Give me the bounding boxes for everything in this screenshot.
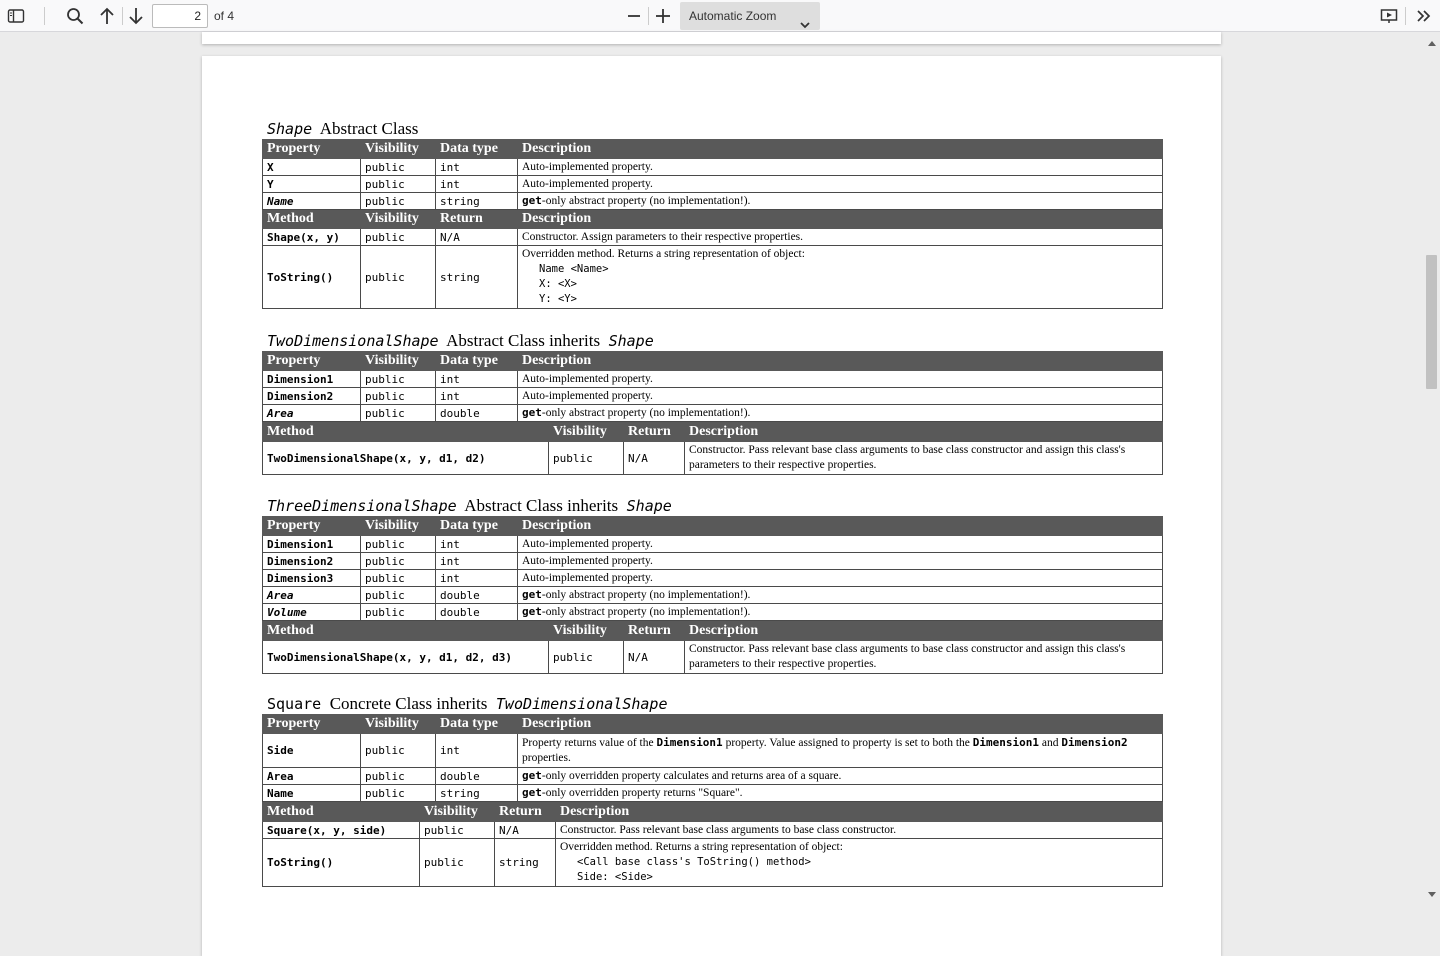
- two-dimensional-shape-section: [262, 330, 1163, 475]
- keyword: Dimension2: [1061, 736, 1128, 749]
- section-title: [262, 118, 1163, 139]
- property-name: Area: [263, 405, 361, 422]
- header-cell: Method: [263, 803, 420, 822]
- visibility-cell: public: [361, 785, 436, 802]
- description-cell: Auto-implemented property.: [518, 176, 1163, 193]
- scroll-down-icon[interactable]: [1427, 886, 1437, 896]
- code-line: Y: <Y>: [539, 293, 577, 305]
- type-cell: double: [436, 405, 518, 422]
- table-row: [263, 768, 1163, 785]
- header-cell: Property: [263, 352, 361, 371]
- page-number-input[interactable]: 2: [152, 4, 208, 28]
- header-cell: Visibility: [549, 622, 624, 641]
- description-cell: Auto-implemented property.: [518, 159, 1163, 176]
- description-cell: Constructor. Assign parameters to their respective properties.: [518, 229, 1163, 246]
- table-row: [263, 734, 1163, 768]
- description-cell: Auto-implemented property.: [518, 388, 1163, 405]
- presentation-mode-icon[interactable]: [1377, 4, 1401, 28]
- property-header-row: [263, 352, 1163, 371]
- table-row: [263, 246, 1163, 309]
- table-row: [263, 587, 1163, 604]
- visibility-cell: public: [361, 604, 436, 621]
- keyword: get: [522, 786, 542, 799]
- class-name: TwoDimensionalShape: [267, 332, 439, 350]
- property-header-row: [263, 517, 1163, 536]
- parent-class-name: Shape: [608, 332, 654, 350]
- pdf-toolbar: [0, 0, 1440, 32]
- property-name: Dimension2: [263, 553, 361, 570]
- zoom-select[interactable]: [680, 2, 820, 30]
- vertical-scrollbar[interactable]: [1424, 32, 1440, 900]
- property-name: Name: [263, 193, 361, 210]
- header-cell: Property: [263, 517, 361, 536]
- description-cell: [518, 193, 1163, 210]
- description-text: -only overridden property returns "Square".: [541, 787, 743, 799]
- visibility-cell: public: [361, 388, 436, 405]
- type-cell: string: [436, 193, 518, 210]
- description-text: -only abstract property (no implementation!).: [541, 407, 751, 419]
- property-name: Dimension3: [263, 570, 361, 587]
- previous-page-edge: [202, 32, 1221, 44]
- property-name: X: [263, 159, 361, 176]
- zoom-in-icon[interactable]: [651, 4, 675, 28]
- header-cell: Return: [624, 423, 685, 442]
- two-dimensional-methods-table: [262, 422, 1163, 475]
- header-cell: Data type: [436, 715, 518, 734]
- return-cell: N/A: [624, 641, 685, 674]
- description-cell: Auto-implemented property.: [518, 371, 1163, 388]
- description-cell: Constructor. Pass relevant base class arguments to base class constructor and assign this class's parameters to their respective properties.: [685, 442, 1163, 475]
- previous-page-icon[interactable]: [95, 4, 119, 28]
- method-header-row: [263, 210, 1163, 229]
- class-kind: Abstract Class inherits: [446, 331, 601, 350]
- return-cell: N/A: [624, 442, 685, 475]
- type-cell: double: [436, 768, 518, 785]
- header-cell: Visibility: [549, 423, 624, 442]
- shape-class-section: [262, 118, 1163, 309]
- table-row: [263, 405, 1163, 422]
- table-row: [263, 371, 1163, 388]
- visibility-cell: public: [361, 229, 436, 246]
- description-cell: [518, 768, 1163, 785]
- property-header-row: [263, 715, 1163, 734]
- table-row: [263, 641, 1163, 674]
- table-row: [263, 193, 1163, 210]
- keyword: get: [522, 588, 542, 601]
- method-header-row: [263, 803, 1163, 822]
- property-name: Volume: [263, 604, 361, 621]
- class-name: Shape: [267, 120, 313, 138]
- property-header-row: [263, 140, 1163, 159]
- visibility-cell: public: [361, 193, 436, 210]
- keyword: Dimension1: [656, 736, 723, 749]
- method-header-row: [263, 622, 1163, 641]
- header-cell: Return: [624, 622, 685, 641]
- table-row: [263, 553, 1163, 570]
- property-name: Dimension2: [263, 388, 361, 405]
- table-row: [263, 229, 1163, 246]
- property-name: Area: [263, 587, 361, 604]
- visibility-cell: public: [361, 159, 436, 176]
- class-name: ThreeDimensionalShape: [267, 497, 457, 515]
- visibility-cell: public: [420, 822, 495, 839]
- description-text: -only overridden property calculates and returns area of a square.: [541, 770, 842, 782]
- type-cell: int: [436, 388, 518, 405]
- type-cell: int: [436, 536, 518, 553]
- pdf-page: [202, 56, 1221, 956]
- type-cell: double: [436, 604, 518, 621]
- return-cell: string: [495, 839, 556, 887]
- visibility-cell: public: [549, 641, 624, 674]
- class-kind: Abstract Class: [319, 119, 419, 138]
- visibility-cell: public: [361, 553, 436, 570]
- type-cell: int: [436, 553, 518, 570]
- header-cell: Return: [495, 803, 556, 822]
- header-cell: Method: [263, 423, 549, 442]
- two-dimensional-props-table: [262, 351, 1163, 422]
- description-cell: [556, 839, 1163, 887]
- method-name: ToString(): [263, 839, 420, 887]
- return-cell: string: [436, 246, 518, 309]
- header-cell: Description: [556, 803, 1163, 822]
- method-name: ToString(): [263, 246, 361, 309]
- header-cell: Visibility: [361, 210, 436, 229]
- property-name: Dimension1: [263, 536, 361, 553]
- next-page-icon[interactable]: [124, 4, 148, 28]
- description-cell: Constructor. Pass relevant base class arguments to base class constructor and assign this class's parameters to their respective properties.: [685, 641, 1163, 674]
- type-cell: double: [436, 587, 518, 604]
- tools-menu-icon[interactable]: [1412, 4, 1436, 28]
- table-row: [263, 442, 1163, 475]
- visibility-cell: public: [361, 246, 436, 309]
- table-row: [263, 822, 1163, 839]
- page-count-label: of 4: [214, 9, 235, 23]
- class-name: Square: [267, 695, 322, 713]
- description-cell: [518, 734, 1163, 768]
- description-text: -only abstract property (no implementation!).: [541, 606, 751, 618]
- table-row: [263, 159, 1163, 176]
- method-name: Square(x, y, side): [263, 822, 420, 839]
- visibility-cell: public: [361, 587, 436, 604]
- table-row: [263, 388, 1163, 405]
- description-cell: [518, 604, 1163, 621]
- header-cell: Property: [263, 140, 361, 159]
- table-row: [263, 839, 1163, 887]
- property-name: Side: [263, 734, 361, 768]
- search-icon[interactable]: [63, 4, 87, 28]
- parent-class-name: Shape: [626, 497, 672, 515]
- square-class-section: [262, 693, 1163, 887]
- header-cell: Method: [263, 622, 549, 641]
- description-text: -only abstract property (no implementation!).: [541, 195, 751, 207]
- header-cell: Property: [263, 715, 361, 734]
- header-cell: Visibility: [361, 715, 436, 734]
- header-cell: Visibility: [361, 517, 436, 536]
- table-row: [263, 176, 1163, 193]
- three-dimensional-methods-table: [262, 621, 1163, 674]
- header-cell: Description: [518, 517, 1163, 536]
- type-cell: int: [436, 159, 518, 176]
- three-dimensional-shape-section: [262, 495, 1163, 674]
- property-name: Name: [263, 785, 361, 802]
- header-cell: Description: [518, 140, 1163, 159]
- keyword: get: [522, 605, 542, 618]
- header-cell: Visibility: [420, 803, 495, 822]
- keyword: get: [522, 769, 542, 782]
- table-row: [263, 604, 1163, 621]
- method-header-row: [263, 423, 1163, 442]
- header-cell: Data type: [436, 140, 518, 159]
- description-text: properties.: [522, 752, 571, 764]
- header-cell: Method: [263, 210, 361, 229]
- method-name: TwoDimensionalShape(x, y, d1, d2): [263, 442, 549, 475]
- description-text: Property returns value of the: [522, 737, 657, 749]
- type-cell: int: [436, 734, 518, 768]
- description-cell: [518, 405, 1163, 422]
- code-line: X: <X>: [539, 278, 577, 290]
- scroll-up-icon[interactable]: [1427, 36, 1437, 46]
- method-name: Shape(x, y): [263, 229, 361, 246]
- type-cell: int: [436, 176, 518, 193]
- table-row: [263, 536, 1163, 553]
- keyword: get: [522, 194, 542, 207]
- header-cell: Description: [685, 423, 1163, 442]
- header-cell: Description: [518, 210, 1163, 229]
- header-cell: Data type: [436, 517, 518, 536]
- description-cell: Auto-implemented property.: [518, 553, 1163, 570]
- section-title: [262, 495, 1163, 516]
- property-name: Dimension1: [263, 371, 361, 388]
- square-props-table: [262, 714, 1163, 802]
- description-text: property. Value assigned to property is set to both the: [722, 737, 973, 749]
- table-row: [263, 785, 1163, 802]
- table-row: [263, 570, 1163, 587]
- zoom-out-icon[interactable]: [622, 4, 646, 28]
- visibility-cell: public: [361, 768, 436, 785]
- visibility-cell: public: [361, 176, 436, 193]
- header-cell: Description: [518, 715, 1163, 734]
- three-dimensional-props-table: [262, 516, 1163, 621]
- scrollbar-thumb[interactable]: [1426, 255, 1437, 389]
- description-cell: Auto-implemented property.: [518, 536, 1163, 553]
- description-text: Overridden method. Returns a string representation of object:: [522, 248, 805, 260]
- square-methods-table: [262, 802, 1163, 887]
- return-cell: N/A: [436, 229, 518, 246]
- code-line: <Call base class's ToString() method>: [577, 856, 811, 868]
- visibility-cell: public: [361, 371, 436, 388]
- header-cell: Visibility: [361, 140, 436, 159]
- keyword: get: [522, 406, 542, 419]
- return-cell: N/A: [495, 822, 556, 839]
- section-title: [262, 693, 1163, 714]
- visibility-cell: public: [420, 839, 495, 887]
- visibility-cell: public: [361, 405, 436, 422]
- visibility-cell: public: [361, 734, 436, 768]
- class-kind: Concrete Class inherits: [329, 694, 488, 713]
- code-line: Side: <Side>: [577, 871, 653, 883]
- description-cell: [518, 246, 1163, 309]
- description-cell: Auto-implemented property.: [518, 570, 1163, 587]
- section-title: [262, 330, 1163, 351]
- class-kind: Abstract Class inherits: [464, 496, 619, 515]
- visibility-cell: public: [549, 442, 624, 475]
- description-cell: Constructor. Pass relevant base class arguments to base class constructor.: [556, 822, 1163, 839]
- visibility-cell: public: [361, 570, 436, 587]
- shape-members-table: [262, 139, 1163, 309]
- property-name: Y: [263, 176, 361, 193]
- type-cell: int: [436, 371, 518, 388]
- description-cell: [518, 785, 1163, 802]
- sidebar-toggle-icon[interactable]: [4, 4, 28, 28]
- header-cell: Return: [436, 210, 518, 229]
- visibility-cell: public: [361, 536, 436, 553]
- zoom-select-value: Automatic Zoom: [689, 9, 777, 23]
- description-text: -only abstract property (no implementation!).: [541, 589, 751, 601]
- type-cell: int: [436, 570, 518, 587]
- code-line: Name <Name>: [539, 263, 609, 275]
- header-cell: Data type: [436, 352, 518, 371]
- header-cell: Description: [518, 352, 1163, 371]
- description-cell: [518, 587, 1163, 604]
- parent-class-name: TwoDimensionalShape: [495, 695, 668, 713]
- method-name: TwoDimensionalShape(x, y, d1, d2, d3): [263, 641, 549, 674]
- header-cell: Visibility: [361, 352, 436, 371]
- keyword: Dimension1: [972, 736, 1040, 749]
- header-cell: Description: [685, 622, 1163, 641]
- type-cell: string: [436, 785, 518, 802]
- description-text: and: [1039, 737, 1062, 749]
- description-text: Overridden method. Returns a string representation of object:: [560, 841, 843, 853]
- property-name: Area: [263, 768, 361, 785]
